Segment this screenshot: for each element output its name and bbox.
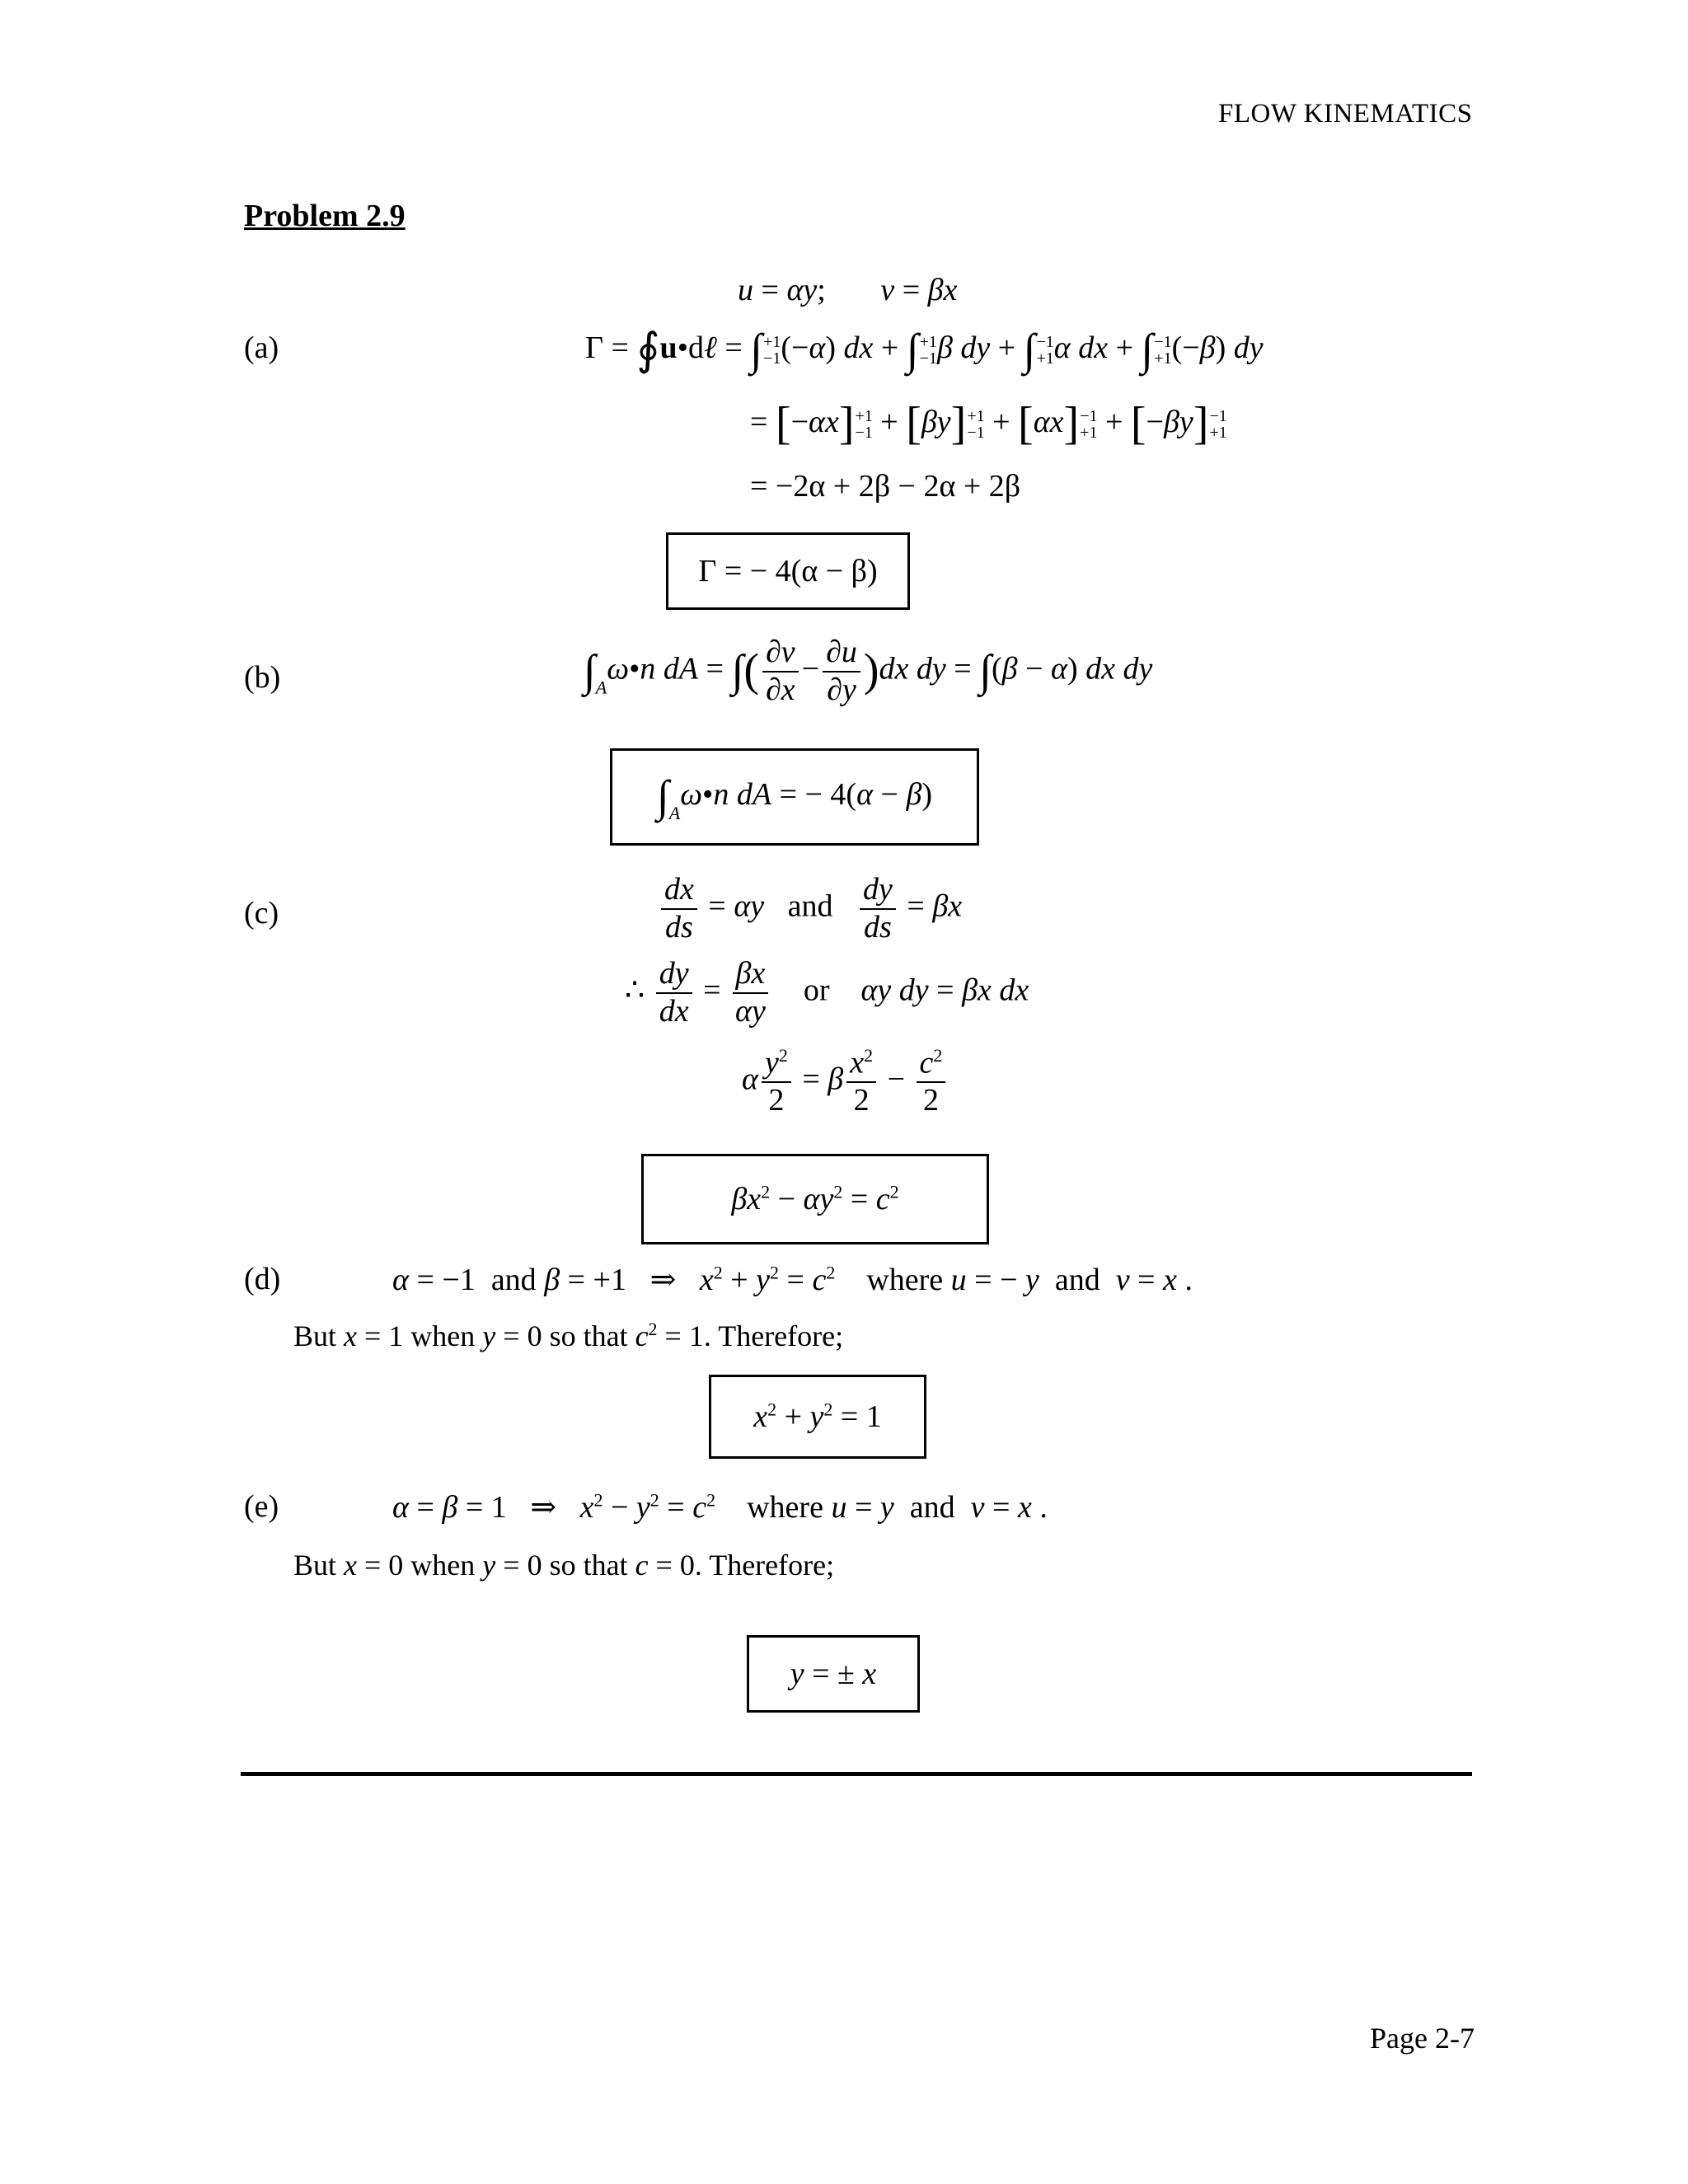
problem-title: Problem 2.9 bbox=[244, 199, 406, 233]
boxed-result-a-text: Γ = − 4(α − β) bbox=[698, 554, 878, 588]
part-d-condition: α = −1 and β = +1 ⇒ $x^2 + y^2 = c^2$ where u = − y and v = x . bbox=[392, 1262, 1193, 1297]
boxed-result-e-text: y = ± x bbox=[790, 1657, 877, 1691]
label-e: (e) bbox=[244, 1489, 279, 1524]
integrated-equation: α $\frac{y^2}{2}$ = β $\frac{x^2}{2}$ − $\frac{c^2}{2}$ bbox=[742, 1045, 949, 1119]
part-d-text: But x = 1 when y = 0 so that $c^2 = 1$. Therefore; bbox=[293, 1319, 844, 1352]
label-a: (a) bbox=[244, 330, 279, 365]
boxed-result-c-text: $\beta x^2 - \alpha y^2 = c^2$ bbox=[731, 1181, 899, 1216]
therefore-symbol: ∴ bbox=[625, 972, 645, 1008]
label-d: (d) bbox=[244, 1262, 281, 1296]
velocity-definition: u = αy; v = βx bbox=[738, 273, 958, 307]
label-c: (c) bbox=[244, 896, 279, 930]
part-e-text: But x = 0 when y = 0 so that c = 0. Therefore; bbox=[293, 1549, 835, 1582]
bottom-rule bbox=[241, 1772, 1472, 1776]
boxed-result-e bbox=[747, 1635, 920, 1713]
label-b: (b) bbox=[244, 660, 281, 695]
sum-result: = −2α + 2β − 2α + 2β bbox=[750, 469, 1021, 504]
boxed-result-c bbox=[641, 1154, 989, 1244]
boxed-result-d-text: $x^2 + y^2 = 1$ bbox=[753, 1399, 882, 1434]
boxed-result-a bbox=[666, 532, 910, 610]
boxed-result-b-text: $\int_A\omega•n$ dA = − 4(α − β) bbox=[656, 771, 933, 823]
or-word: or bbox=[803, 972, 830, 1008]
and-word: and bbox=[787, 888, 833, 924]
boxed-result-d bbox=[709, 1375, 926, 1459]
dydx-equation: ∴ $\frac{dy}{dx}$ = $\frac{\beta x}{\alpha y}$ or αy dy = βx dx bbox=[625, 956, 1029, 1029]
stokes-equation: $\int_A\omega•n$ dA = ∫( $\frac{\partial v}{\partial x}$ − $\frac{\partial u}{\partial y}$ )dx dy = ∫(β − α) dx dy bbox=[584, 635, 1153, 707]
running-header: FLOW KINEMATICS bbox=[1218, 99, 1473, 129]
boxed-result-b bbox=[610, 748, 979, 846]
evaluated-limits: = [−αx] +1 −1 + [βy] +1 −1 + [αx] −1 +1 + [−βy] −1 +1 bbox=[750, 398, 1227, 449]
part-e-condition: α = β = 1 ⇒ $x^2 - y^2 = c^2$ where u = y and v = x . bbox=[392, 1489, 1048, 1525]
page-number: Page 2-7 bbox=[1370, 2022, 1475, 2055]
circulation-equation: Γ = ∮u•dℓ = ∫ +1 −1 (−α) dx + ∫ +1 −1 β dy + ∫ −1 +1 α dx + ∫ −1 +1 (−β) dy bbox=[585, 325, 1264, 374]
streamline-equations: $\frac{dx}{ds}$ = αy and $\frac{dy}{ds}$ = βx bbox=[658, 872, 962, 945]
